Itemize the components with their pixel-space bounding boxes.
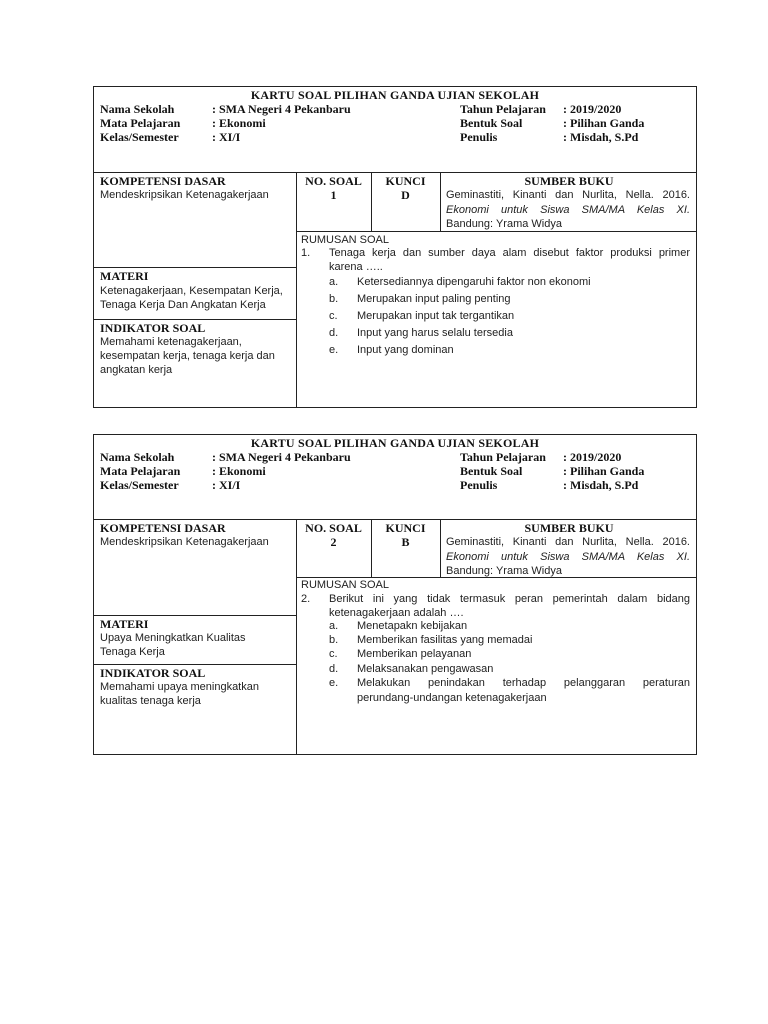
option-text: Merupakan input paling penting [357, 293, 511, 305]
kompetensi-dasar-text: Mendeskripsikan Ketenagakerjaan [100, 189, 269, 201]
sumber-buku-publisher: Bandung: Yrama Widya [446, 565, 562, 577]
divider [94, 172, 696, 173]
sumber-buku-label: SUMBER BUKU [524, 521, 614, 535]
indikator-soal-label: INDIKATOR SOAL [100, 321, 206, 335]
indikator-soal-text-cont: angkatan kerja [100, 364, 173, 376]
option-key: d. [329, 327, 339, 339]
no-soal-label: NO. SOAL [305, 174, 362, 188]
divider [296, 231, 696, 232]
kompetensi-dasar-label: KOMPETENSI DASAR [100, 174, 226, 188]
question-card-1 [93, 86, 697, 408]
kelas-semester-label: Kelas/Semester [100, 130, 179, 144]
mata-pelajaran-label: Mata Pelajaran [100, 116, 181, 130]
option-key: a. [329, 620, 339, 632]
nama-sekolah-value: : SMA Negeri 4 Pekanbaru [212, 102, 351, 116]
materi-text-cont: Tenaga Kerja [100, 646, 165, 658]
option-text: Memberikan fasilitas yang memadai [357, 634, 533, 646]
indikator-soal-text: Memahami ketenagakerjaan, [100, 336, 242, 348]
option-text: Memberikan pelayanan [357, 648, 472, 660]
mata-pelajaran-value: : Ekonomi [212, 464, 266, 478]
option-key: d. [329, 663, 339, 675]
option-text: Menetapakn kebijakan [357, 620, 468, 632]
nama-sekolah-label: Nama Sekolah [100, 450, 175, 464]
sumber-buku-label: SUMBER BUKU [524, 174, 614, 188]
indikator-soal-text-cont: kesempatan kerja, tenaga kerja dan [100, 350, 275, 362]
rumusan-soal-label: RUMUSAN SOAL [301, 234, 390, 246]
question-text: Berikut ini yang tidak termasuk peran pemerintah dalam bidang [329, 593, 690, 605]
option-key: a. [329, 276, 339, 288]
divider [94, 664, 296, 665]
materi-label: MATERI [100, 617, 149, 631]
question-number: 1. [301, 247, 311, 259]
penulis-label: Penulis [460, 130, 498, 144]
tahun-pelajaran-label: Tahun Pelajaran [460, 102, 546, 116]
tahun-pelajaran-value: : 2019/2020 [563, 102, 622, 116]
mata-pelajaran-label: Mata Pelajaran [100, 464, 181, 478]
option-key: b. [329, 293, 339, 305]
no-soal-value: 1 [330, 188, 337, 202]
kunci-value: D [401, 188, 410, 202]
question-card-2 [93, 434, 697, 755]
tahun-pelajaran-label: Tahun Pelajaran [460, 450, 546, 464]
sumber-buku-line: Geminastiti, Kinanti dan Nurlita, Nella. 2016. [446, 536, 690, 548]
penulis-value: : Misdah, S.Pd [563, 130, 639, 144]
divider [296, 172, 297, 408]
sumber-buku-title: Ekonomi untuk Siswa SMA/MA Kelas XI. [446, 551, 690, 563]
kompetensi-dasar-text: Mendeskripsikan Ketenagakerjaan [100, 536, 269, 548]
option-key: c. [329, 310, 338, 322]
option-text: Melakukan penindakan terhadap pelanggaran peraturan [357, 677, 690, 689]
option-text-cont: perundang-undangan ketenagakerjaan [357, 692, 547, 704]
option-key: e. [329, 344, 339, 356]
materi-text-cont: Tenaga Kerja Dan Angkatan Kerja [100, 299, 266, 311]
option-text: Input yang harus selalu tersedia [357, 327, 513, 339]
divider [94, 615, 296, 616]
card-title: KARTU SOAL PILIHAN GANDA UJIAN SEKOLAH [250, 436, 540, 450]
bentuk-soal-label: Bentuk Soal [460, 116, 523, 130]
kelas-semester-value: : XI/I [212, 478, 241, 492]
indikator-soal-text-cont: kualitas tenaga kerja [100, 695, 201, 707]
kelas-semester-label: Kelas/Semester [100, 478, 179, 492]
bentuk-soal-value: : Pilihan Ganda [563, 464, 645, 478]
nama-sekolah-label: Nama Sekolah [100, 102, 175, 116]
option-key: b. [329, 634, 339, 646]
kelas-semester-value: : XI/I [212, 130, 241, 144]
option-text: Ketersediannya dipengaruhi faktor non ekonomi [357, 276, 591, 288]
rumusan-soal-label: RUMUSAN SOAL [301, 579, 390, 591]
question-text: Tenaga kerja dan sumber daya alam disebut faktor produksi primer [329, 247, 690, 259]
sumber-buku-publisher: Bandung: Yrama Widya [446, 218, 562, 230]
divider [94, 519, 696, 520]
option-text: Input yang dominan [357, 344, 454, 356]
card-title: KARTU SOAL PILIHAN GANDA UJIAN SEKOLAH [250, 88, 540, 102]
divider [94, 319, 296, 320]
indikator-soal-text: Memahami upaya meningkatkan [100, 681, 259, 693]
option-key: e. [329, 677, 339, 689]
penulis-value: : Misdah, S.Pd [563, 478, 639, 492]
kunci-label: KUNCI [385, 174, 426, 188]
kompetensi-dasar-label: KOMPETENSI DASAR [100, 521, 226, 535]
question-text-cont: ketenagakerjaan adalah …. [329, 607, 464, 619]
no-soal-value: 2 [330, 535, 337, 549]
divider [94, 267, 296, 268]
kunci-label: KUNCI [385, 521, 426, 535]
penulis-label: Penulis [460, 478, 498, 492]
bentuk-soal-value: : Pilihan Ganda [563, 116, 645, 130]
sumber-buku-line: Geminastiti, Kinanti dan Nurlita, Nella. 2016. [446, 189, 690, 201]
materi-text: Ketenagakerjaan, Kesempatan Kerja, [100, 285, 283, 297]
kunci-value: B [401, 535, 410, 549]
option-key: c. [329, 648, 338, 660]
sumber-buku-title: Ekonomi untuk Siswa SMA/MA Kelas XI. [446, 204, 690, 216]
option-text: Merupakan input tak tergantikan [357, 310, 515, 322]
tahun-pelajaran-value: : 2019/2020 [563, 450, 622, 464]
option-text: Melaksanakan pengawasan [357, 663, 494, 675]
divider [296, 519, 297, 755]
nama-sekolah-value: : SMA Negeri 4 Pekanbaru [212, 450, 351, 464]
indikator-soal-label: INDIKATOR SOAL [100, 666, 206, 680]
question-text-cont: karena ….. [329, 261, 383, 273]
bentuk-soal-label: Bentuk Soal [460, 464, 523, 478]
mata-pelajaran-value: : Ekonomi [212, 116, 266, 130]
materi-label: MATERI [100, 269, 149, 283]
question-number: 2. [301, 593, 311, 605]
no-soal-label: NO. SOAL [305, 521, 362, 535]
materi-text: Upaya Meningkatkan Kualitas [100, 632, 246, 644]
